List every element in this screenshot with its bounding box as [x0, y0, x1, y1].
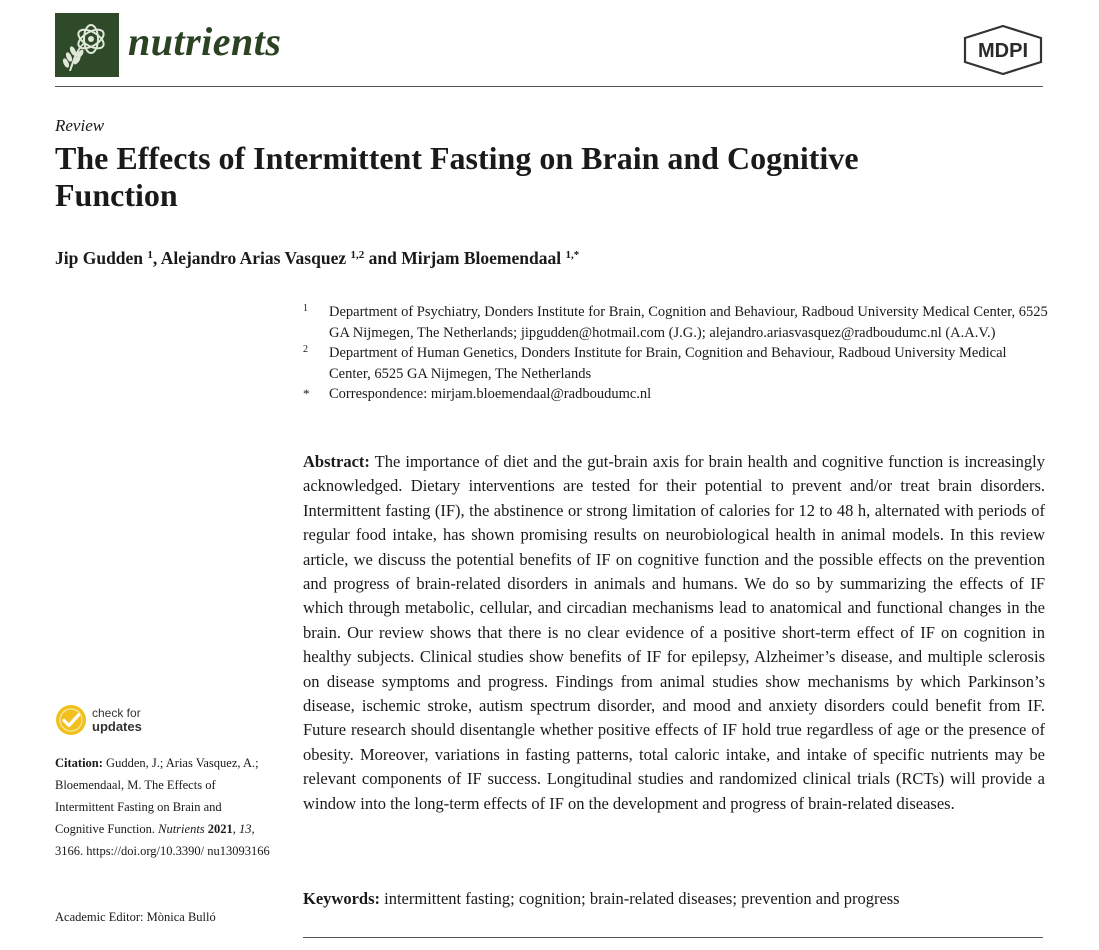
affiliation-text: Department of Human Genetics, Donders Institute for Brain, Cognition and Behaviour, Radboud University Medical Center, 6525 GA Nijmegen, The Netherlands: [329, 345, 1007, 382]
author-name: Mirjam Bloemendaal: [401, 248, 562, 268]
affiliation-text: Correspondence: mirjam.bloemendaal@radboudumc.nl: [329, 386, 652, 402]
citation-year: 2021: [204, 822, 233, 836]
academic-editor: Academic Editor: Mònica Bulló: [55, 910, 216, 924]
author-name: Jip Gudden: [55, 248, 144, 268]
author-separator: ,: [152, 248, 161, 268]
author-name: Alejandro Arias Vasquez: [160, 248, 347, 268]
author-affiliation-mark: 1,*: [565, 249, 580, 261]
author-affiliation-mark: 1,2: [350, 249, 365, 261]
affiliation-item: [303, 384, 1048, 405]
check-for-updates-label: [92, 706, 142, 734]
keywords: [303, 887, 1045, 911]
mdpi-logo-text: MDPI: [978, 40, 1028, 62]
author-list: [55, 243, 579, 270]
footer-divider: [303, 937, 1043, 938]
author-separator: and: [364, 248, 402, 268]
keywords-text: intermittent fasting; cognition; brain-related diseases; prevention and progress: [380, 889, 900, 908]
citation-label: Citation:: [55, 756, 103, 770]
abstract-label: Abstract:: [303, 452, 370, 471]
journal-logo: [55, 13, 119, 77]
affiliation-text: Department of Psychiatry, Donders Institute for Brain, Cognition and Behaviour, Radboud University Medical Center, 6525 GA Nijmegen, The Netherlands; jipgudden@hotmail.com (J.G.); alejandro.ariasvasquez@radboudumc.nl (A.A.V.): [329, 304, 1048, 341]
journal-name: nutrients: [128, 19, 282, 64]
check-updates-line1: check for: [92, 706, 141, 720]
affiliation-mark: 1: [303, 303, 308, 314]
affiliation-mark: *: [303, 386, 310, 401]
citation-doi[interactable]: , 3166. https://doi.org/10.3390/ nu13093166: [55, 822, 270, 858]
checkmark-badge-icon: [55, 704, 87, 736]
article-type: Review: [55, 116, 105, 135]
affiliation-mark: 2: [303, 344, 308, 355]
mdpi-logo: [961, 24, 1045, 81]
keywords-label: Keywords:: [303, 889, 380, 908]
citation: [55, 752, 270, 862]
citation-volume: , 13: [232, 822, 252, 836]
citation-journal: Nutrients: [158, 822, 205, 836]
check-updates-line2: updates: [92, 719, 142, 734]
affiliation-item: [303, 343, 1048, 384]
affiliation-item: [303, 302, 1048, 343]
affiliations: [303, 302, 1048, 405]
abstract-text: The importance of diet and the gut-brain axis for brain health and cognitive function is increasingly acknowledged. Dietary interventions are tested for their potential to prevent and/or treat brain disorders. Intermittent fasting (IF), the abstinence or strong limitation of calories for 12 to 48 h, alternated with periods of regular food intake, has shown promising results on neurobiological health in animal models. In this review article, we discuss the potential benefits of IF on cognitive function and the possible effects on the prevention and progress of brain-related disorders in animals and humans. We do so by summarizing the effects of IF which through metabolic, cellular, and circadian mechanisms lead to anatomical and functional changes in the brain. Our review shows that there is no clear evidence of a positive short-term effect of IF on cognition in healthy subjects. Clinical studies show benefits of IF for epilepsy, Alzheimer’s disease, and multiple sclerosis on disease symptoms and progress. Findings from animal studies show mechanisms by which Parkinson’s disease, ischemic stroke, autism spectrum disorder, and mood and anxiety disorders could benefit from IF. Future research should disentangle whether positive effects of IF hold true regardless of age or the presence of obesity. Moreover, variations in fasting patterns, total caloric intake, and intake of specific nutrients may be relevant components of IF success. Longitudinal studies and randomized clinical trials (RCTs) will provide a window into the long-term effects of IF on the development and progress of brain-related diseases.: [303, 452, 1045, 813]
header-divider: [55, 86, 1043, 87]
citation-text: Gudden, J.; Arias Vasquez, A.; Bloemendaal, M. The Effects of Intermittent Fasting on Brain and Cognitive Function.: [55, 756, 259, 836]
author-affiliation-mark: 1: [147, 249, 153, 261]
article-title: The Effects of Intermittent Fasting on Brain and Cognitive Function: [55, 140, 859, 213]
wheat-atom-icon: [55, 13, 119, 77]
abstract: [303, 450, 1045, 816]
